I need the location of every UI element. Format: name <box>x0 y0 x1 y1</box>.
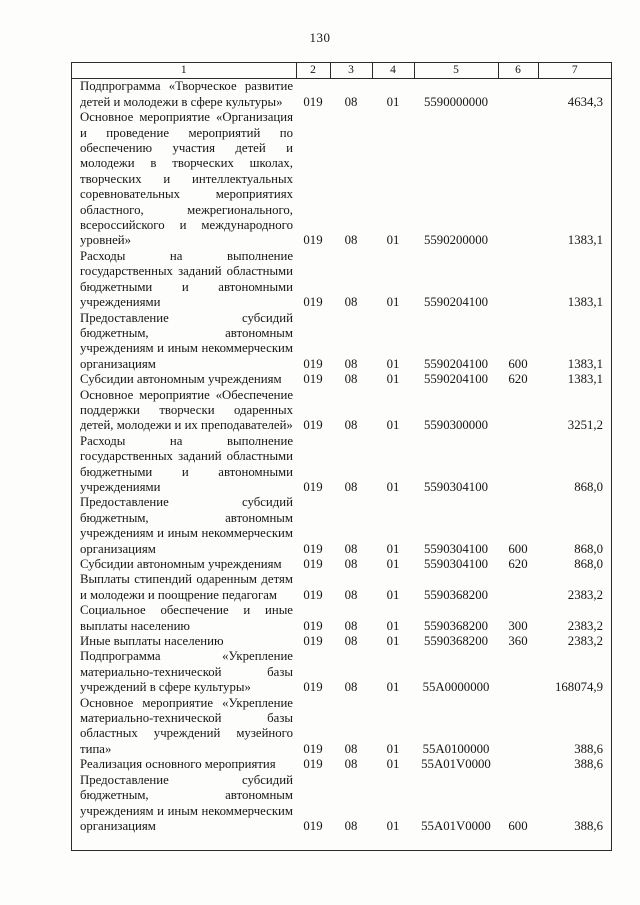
cell-section-code: 08 <box>344 94 358 109</box>
cell-target-article: 55А01V0000 <box>421 818 491 833</box>
cell-target-article: 5590204100 <box>424 295 488 310</box>
row-description: Основное мероприятие «Обеспечение поддержки творчески одаренных детей, молодежи и их преподавателей» <box>80 387 293 433</box>
cell-expense-type <box>498 249 538 311</box>
cell-expense-type <box>498 79 538 110</box>
cell-subsection-code: 01 <box>386 479 400 494</box>
cell-grbs-code: 019 <box>303 587 323 602</box>
row-description: Предоставление субсидий бюджетным, автономным учреждениям и иным некоммерческим организациям <box>80 772 293 833</box>
cell-grbs-code: 019 <box>303 295 323 310</box>
cell-expense-type: 620 <box>508 372 528 387</box>
row-description: Субсидии автономным учреждениям <box>80 372 282 387</box>
row-description: Основное мероприятие «Организация и проведение мероприятий по обеспечению участия детей и молодежи в творческих школах, творческих и интеллектуальных соревновательных мероприятиях областного, межрегионального, всероссийского и международного уровней» <box>80 110 293 248</box>
table-row <box>72 311 611 373</box>
row-description: Расходы на выполнение государственных заданий областными бюджетными и автономными учреждениями <box>80 248 293 310</box>
cell-amount: 3251,2 <box>567 418 603 433</box>
column-header: 7 <box>538 63 611 79</box>
header-row <box>72 63 611 79</box>
cell-section-code: 08 <box>344 680 358 695</box>
row-description: Подпрограмма «Укрепление материально-технической базы учреждений в сфере культуры» <box>80 649 293 695</box>
cell-amount: 1383,1 <box>567 233 603 248</box>
cell-target-article: 5590304100 <box>424 541 488 556</box>
cell-subsection-code: 01 <box>386 94 400 109</box>
cell-target-article: 55А0000000 <box>422 680 490 695</box>
table-row <box>72 79 611 110</box>
column-header: 4 <box>372 63 414 79</box>
cell-grbs-code: 019 <box>303 418 323 433</box>
budget-table-grid <box>72 63 611 834</box>
cell-subsection-code: 01 <box>386 680 400 695</box>
table-row <box>72 696 611 758</box>
cell-amount: 1383,1 <box>567 356 603 371</box>
table-row <box>72 110 611 249</box>
column-header: 2 <box>296 63 330 79</box>
row-description: Расходы на выполнение государственных заданий областными бюджетными и автономными учреждениями <box>80 433 293 494</box>
cell-subsection-code: 01 <box>386 557 400 571</box>
cell-expense-type: 300 <box>508 618 528 633</box>
cell-grbs-code: 019 <box>303 818 323 833</box>
row-description: Выплаты стипендий одаренным детям и молодежи и поощрение педагогам <box>80 572 293 602</box>
cell-section-code: 08 <box>344 418 358 433</box>
cell-subsection-code: 01 <box>386 618 400 633</box>
cell-grbs-code: 019 <box>303 634 323 649</box>
cell-expense-type <box>498 649 538 695</box>
cell-grbs-code: 019 <box>303 356 323 371</box>
table-header <box>72 63 611 79</box>
column-header: 1 <box>72 63 296 79</box>
cell-grbs-code: 019 <box>303 541 323 556</box>
cell-expense-type <box>498 110 538 249</box>
cell-target-article: 5590000000 <box>424 94 488 109</box>
cell-subsection-code: 01 <box>386 757 400 772</box>
table-row <box>72 388 611 434</box>
cell-section-code: 08 <box>344 741 358 756</box>
column-header: 6 <box>498 63 538 79</box>
cell-target-article: 55А0100000 <box>422 741 490 756</box>
cell-expense-type <box>498 572 538 603</box>
cell-expense-type <box>498 696 538 758</box>
table-row <box>72 249 611 311</box>
cell-grbs-code: 019 <box>303 557 323 571</box>
row-description: Субсидии автономным учреждениям <box>80 557 282 571</box>
cell-expense-type <box>498 434 538 496</box>
cell-target-article: 5590204100 <box>424 356 488 371</box>
cell-target-article: 55А01V0000 <box>421 757 491 772</box>
row-description: Реализация основного мероприятия <box>80 757 276 772</box>
cell-section-code: 08 <box>344 587 358 602</box>
cell-amount: 388,6 <box>574 741 603 756</box>
cell-section-code: 08 <box>344 757 358 772</box>
cell-amount: 2383,2 <box>567 618 603 633</box>
cell-expense-type: 620 <box>508 557 528 571</box>
cell-expense-type: 600 <box>508 541 528 556</box>
table-row <box>72 603 611 634</box>
cell-section-code: 08 <box>344 356 358 371</box>
cell-target-article: 5590204100 <box>424 372 488 387</box>
table-row <box>72 372 611 387</box>
cell-grbs-code: 019 <box>303 741 323 756</box>
cell-target-article: 5590300000 <box>424 418 488 433</box>
cell-section-code: 08 <box>344 233 358 248</box>
cell-grbs-code: 019 <box>303 372 323 387</box>
cell-amount: 2383,2 <box>567 587 603 602</box>
cell-section-code: 08 <box>344 818 358 833</box>
table-row <box>72 757 611 772</box>
cell-amount: 868,0 <box>574 479 603 494</box>
cell-target-article: 5590304100 <box>424 479 488 494</box>
cell-section-code: 08 <box>344 479 358 494</box>
cell-expense-type: 600 <box>508 356 528 371</box>
cell-grbs-code: 019 <box>303 757 323 772</box>
cell-expense-type <box>498 757 538 772</box>
table-row <box>72 649 611 695</box>
table-row <box>72 495 611 557</box>
cell-amount: 4634,3 <box>567 94 603 109</box>
table-row <box>72 434 611 496</box>
cell-subsection-code: 01 <box>386 741 400 756</box>
row-description: Предоставление субсидий бюджетным, автономным учреждениям и иным некоммерческим организациям <box>80 495 293 556</box>
cell-target-article: 5590368200 <box>424 618 488 633</box>
cell-section-code: 08 <box>344 295 358 310</box>
table-row <box>72 572 611 603</box>
table-row <box>72 634 611 649</box>
cell-target-article: 5590200000 <box>424 233 488 248</box>
cell-subsection-code: 01 <box>386 587 400 602</box>
cell-subsection-code: 01 <box>386 372 400 387</box>
cell-expense-type: 360 <box>508 634 528 649</box>
budget-table <box>71 62 612 851</box>
row-description: Иные выплаты населению <box>80 634 224 649</box>
cell-amount: 2383,2 <box>567 634 603 649</box>
cell-grbs-code: 019 <box>303 233 323 248</box>
cell-subsection-code: 01 <box>386 418 400 433</box>
cell-subsection-code: 01 <box>386 295 400 310</box>
cell-expense-type <box>498 388 538 434</box>
cell-target-article: 5590368200 <box>424 634 488 649</box>
column-header: 3 <box>330 63 372 79</box>
cell-amount: 1383,1 <box>567 372 603 387</box>
table-body <box>72 79 611 834</box>
cell-amount: 388,6 <box>574 818 603 833</box>
cell-subsection-code: 01 <box>386 634 400 649</box>
cell-amount: 388,6 <box>574 757 603 772</box>
cell-grbs-code: 019 <box>303 94 323 109</box>
cell-grbs-code: 019 <box>303 479 323 494</box>
cell-subsection-code: 01 <box>386 541 400 556</box>
cell-amount: 868,0 <box>574 557 603 571</box>
cell-target-article: 5590304100 <box>424 557 488 571</box>
cell-section-code: 08 <box>344 618 358 633</box>
cell-section-code: 08 <box>344 634 358 649</box>
row-description: Подпрограмма «Творческое развитие детей и молодежи в сфере культуры» <box>80 79 293 109</box>
row-description: Предоставление субсидий бюджетным, автономным учреждениям и иным некоммерческим организациям <box>80 310 293 371</box>
cell-section-code: 08 <box>344 557 358 571</box>
row-description: Социальное обеспечение и иные выплаты населению <box>80 603 293 633</box>
cell-amount: 1383,1 <box>567 295 603 310</box>
cell-grbs-code: 019 <box>303 680 323 695</box>
cell-subsection-code: 01 <box>386 818 400 833</box>
table-row <box>72 557 611 572</box>
cell-amount: 868,0 <box>574 541 603 556</box>
cell-grbs-code: 019 <box>303 618 323 633</box>
column-header: 5 <box>414 63 498 79</box>
cell-section-code: 08 <box>344 541 358 556</box>
cell-subsection-code: 01 <box>386 233 400 248</box>
cell-expense-type: 600 <box>508 818 528 833</box>
row-description: Основное мероприятие «Укрепление материально-технической базы областных учреждений музейного типа» <box>80 695 293 756</box>
cell-amount: 168074,9 <box>555 680 603 695</box>
cell-section-code: 08 <box>344 372 358 387</box>
page-number: 130 <box>309 30 331 45</box>
table-row <box>72 773 611 835</box>
cell-subsection-code: 01 <box>386 356 400 371</box>
cell-target-article: 5590368200 <box>424 587 488 602</box>
